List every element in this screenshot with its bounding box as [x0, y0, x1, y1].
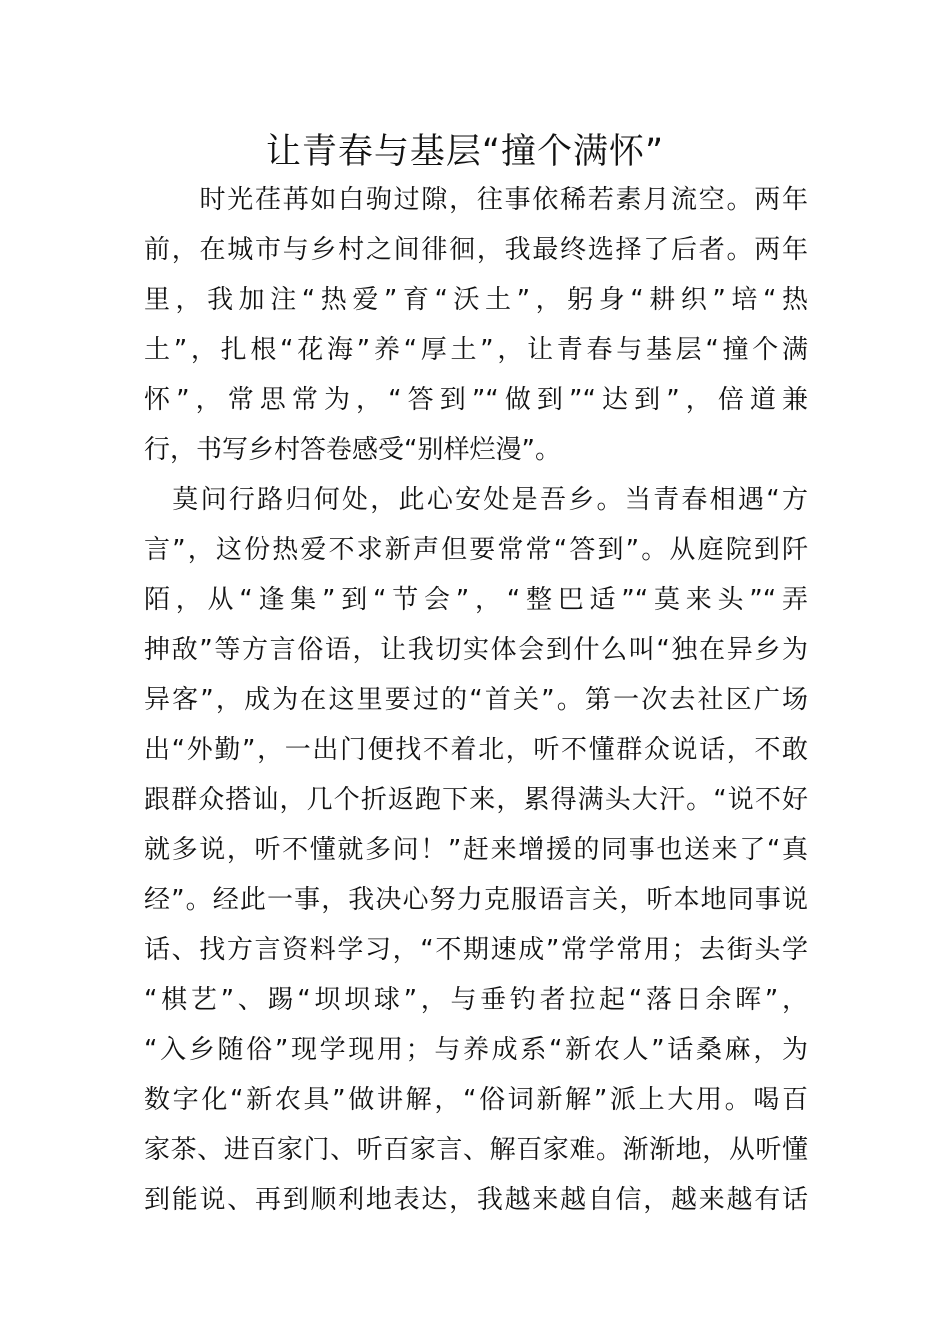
paragraph-2-line-10: 话、找方言资料学习，“不期速成”常学常用；去街头学: [144, 935, 808, 965]
paragraph-2-line-11: “棋艺”、踢“坝坝球”，与垂钓者拉起“落日余晖”，: [144, 985, 808, 1015]
paragraph-2-line-9: 经”。经此一事，我决心努力克服语言关，听本地同事说: [144, 885, 808, 915]
paragraph-1-line-6: 行，书写乡村答卷感受“别样烂漫”。: [144, 435, 561, 465]
document-title: 让青春与基层“撞个满怀”: [265, 132, 665, 172]
paragraph-2-line-4: 抻敌”等方言俗语，让我切实体会到什么叫“独在异乡为: [144, 635, 808, 665]
paragraph-2-line-5: 异客”，成为在这里要过的“首关”。第一次去社区广场: [144, 685, 808, 715]
paragraph-1-line-4: 土”，扎根“花海”养“厚土”，让青春与基层“撞个满: [144, 335, 808, 365]
paragraph-2-line-1: 莫问行路归何处，此心安处是吾乡。当青春相遇“方: [144, 485, 808, 515]
paragraph-2-line-14: 家茶、进百家门、听百家言、解百家难。渐渐地，从听懂: [144, 1135, 808, 1165]
paragraph-2-line-7: 跟群众搭讪，几个折返跑下来，累得满头大汗。“说不好: [144, 785, 808, 815]
paragraph-1-line-5: 怀”，常思常为，“答到”“做到”“达到”，倍道兼: [144, 385, 808, 415]
paragraph-1-line-3: 里，我加注“热爱”育“沃土”，躬身“耕织”培“热: [144, 285, 808, 315]
paragraph-2-line-8: 就多说，听不懂就多问！”赶来增援的同事也送来了“真: [144, 835, 808, 865]
paragraph-2-line-13: 数字化“新农具”做讲解，“俗词新解”派上大用。喝百: [144, 1085, 808, 1115]
paragraph-2-line-2: 言”，这份热爱不求新声但要常常“答到”。从庭院到阡: [144, 535, 808, 565]
paragraph-2-line-6: 出“外勤”，一出门便找不着北，听不懂群众说话，不敢: [144, 735, 808, 765]
paragraph-2-line-12: “入乡随俗”现学现用；与养成系“新农人”话桑麻，为: [144, 1035, 808, 1065]
document-body: [144, 175, 808, 1225]
paragraph-1-line-2: 前，在城市与乡村之间徘徊，我最终选择了后者。两年: [144, 235, 808, 265]
paragraph-1-line-1: 时光荏苒如白驹过隙，往事依稀若素月流空。两年: [144, 185, 808, 215]
paragraph-2-line-3: 陌，从“逢集”到“节会”，“整巴适”“莫来头”“弄: [144, 585, 808, 615]
paragraph-2-line-15: 到能说、再到顺利地表达，我越来越自信，越来越有话: [144, 1185, 808, 1215]
